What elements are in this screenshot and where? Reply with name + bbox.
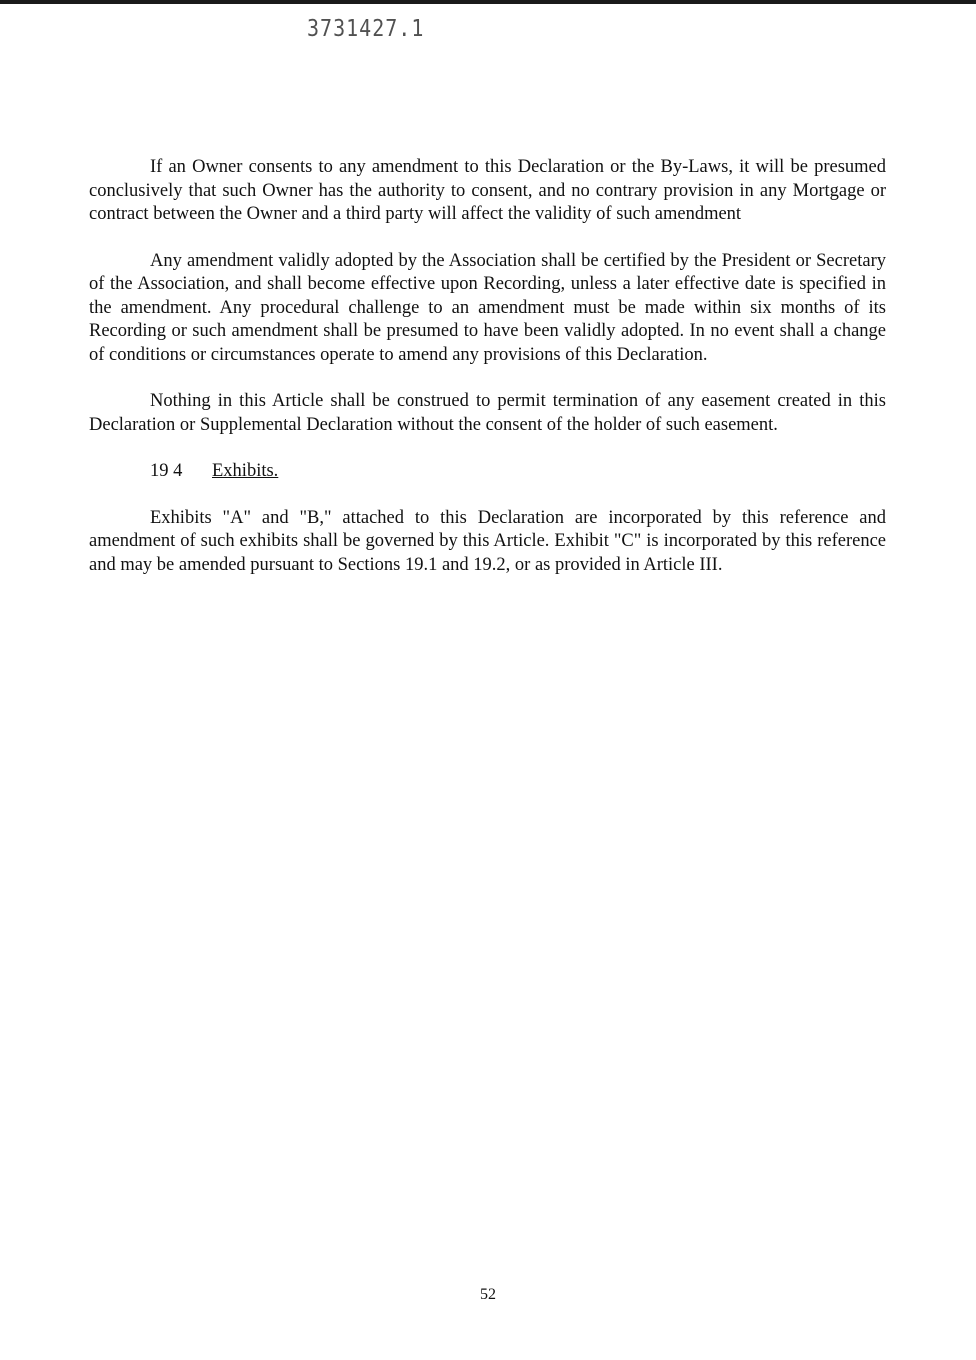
section-number: 19 4 (150, 461, 183, 481)
paragraph-amendment-certification: Any amendment validly adopted by the Association shall be certified by the President or Secretary of the Association, and shall become effective upon Recording, unless a later effective date is specified in the amendment. Any procedural challenge to an amendment must be made within six months of its Recording or such amendment shall be presumed to have been validly adopted. In no event shall a change of conditions or circumstances operate to amend any provisions of this Declaration. (89, 250, 886, 365)
paragraph-owner-consent: If an Owner consents to any amendment to this Declaration or the By-Laws, it will be presumed conclusively that such Owner has the authority to consent, and no contrary provision in any Mortgage or contract between the Owner and a third party will affect the validity of such amendment (89, 157, 886, 224)
document-body (89, 156, 886, 600)
section-title: Exhibits. (212, 461, 279, 481)
section-heading-exhibits (89, 460, 886, 484)
paragraph-easement-termination: Nothing in this Article shall be construed to permit termination of any easement created in this Declaration or Supplemental Declaration without the consent of the holder of such easement. (89, 391, 886, 435)
page-number: 52 (480, 1286, 496, 1303)
top-border-rule (0, 0, 976, 4)
document-stamp: 3731427.1 (307, 14, 425, 42)
paragraph-exhibits: Exhibits "A" and "B," attached to this Declaration are incorporated by this reference and amendment of such exhibits shall be governed by this Article. Exhibit "C" is incorporated by this reference and may be amended pursuant to Sections 19.1 and 19.2, or as provided in Article III. (89, 507, 886, 575)
